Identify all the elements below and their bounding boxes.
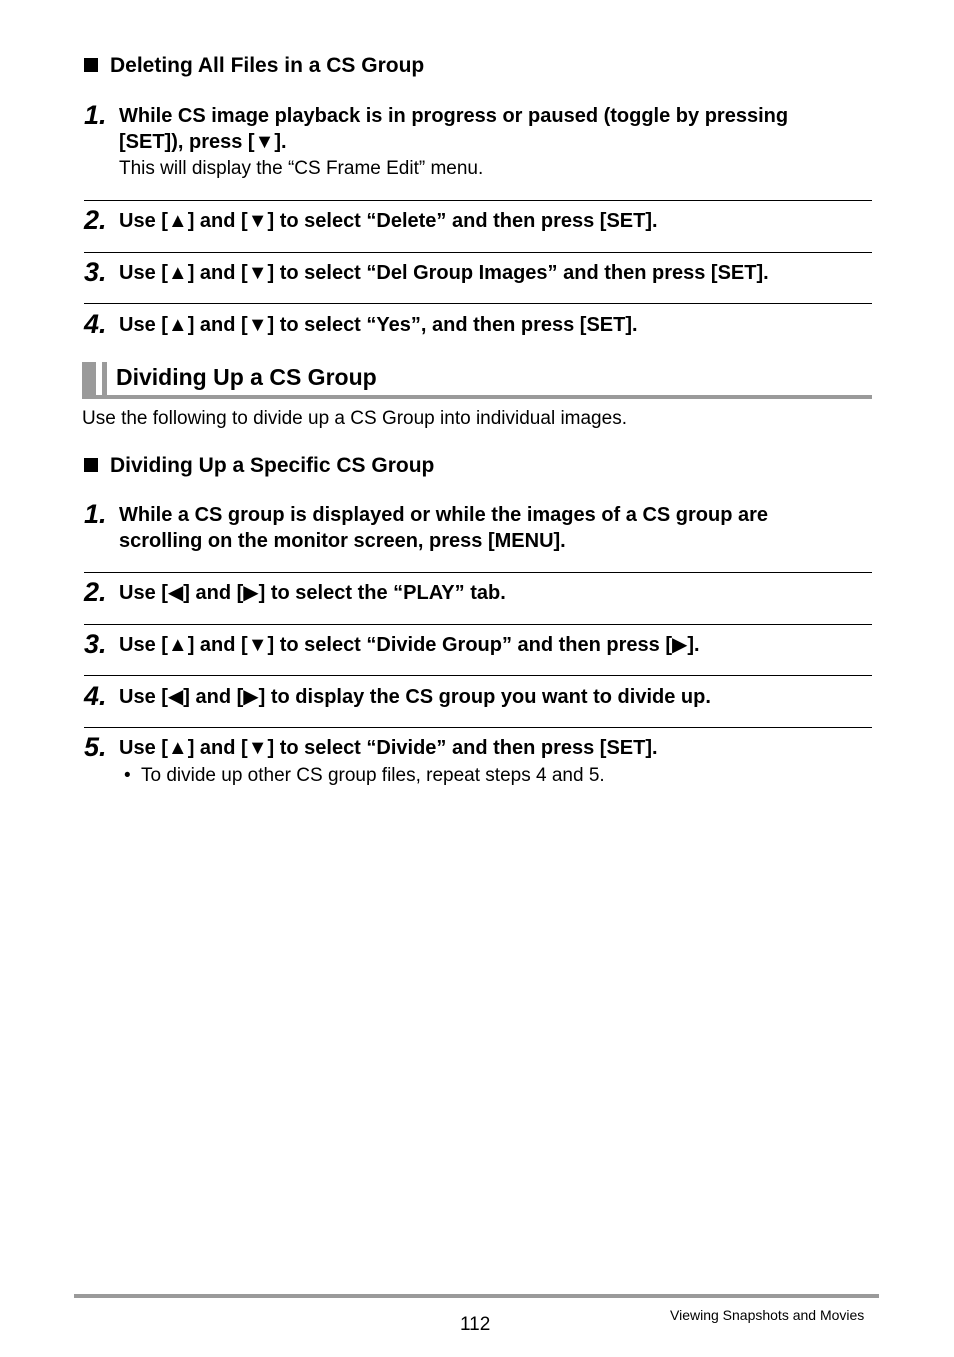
- divider: [84, 200, 872, 201]
- divider: [84, 727, 872, 728]
- section-heading: [82, 360, 872, 400]
- bullet-note: • To divide up other CS group files, repeat steps 4 and 5.: [124, 765, 605, 786]
- step-text: While CS image playback is in progress or paused (toggle by pressing [SET]), press [▼].: [119, 105, 789, 153]
- divider: [84, 572, 872, 573]
- step-number: 5.: [84, 732, 107, 762]
- square-bullet-icon: [84, 458, 98, 472]
- divider: [84, 675, 872, 676]
- bullet-dot-icon: •: [124, 765, 131, 786]
- footer-chapter: Viewing Snapshots and Movies: [670, 1307, 865, 1323]
- heading-bar-decoration: [102, 362, 107, 396]
- divider: [84, 252, 872, 253]
- step-text: While a CS group is displayed or while the images of a CS group are scrolling on the monitor screen, press [MENU].: [119, 504, 769, 552]
- step-text: Use [◀] and [▶] to select the “PLAY” tab.: [119, 582, 506, 604]
- step-note: This will display the “CS Frame Edit” menu.: [119, 158, 484, 179]
- step-number: 2.: [84, 577, 107, 607]
- heading-bar-decoration: [82, 362, 96, 396]
- subhead-deleting-all-files: Deleting All Files in a CS Group: [84, 54, 424, 78]
- step-number: 1.: [84, 100, 107, 130]
- step-number: 4.: [84, 681, 107, 711]
- step-text: Use [▲] and [▼] to select “Divide Group” and then press [▶].: [119, 634, 700, 656]
- divider: [84, 624, 872, 625]
- square-bullet-icon: [84, 58, 98, 72]
- divider: [84, 303, 872, 304]
- step-number: 2.: [84, 205, 107, 235]
- footer-rule: [74, 1294, 879, 1298]
- heading-underline: [82, 395, 872, 399]
- step-text: Use [◀] and [▶] to display the CS group you want to divide up.: [119, 686, 711, 708]
- step-text: Use [▲] and [▼] to select “Delete” and then press [SET].: [119, 210, 658, 232]
- step-number: 1.: [84, 499, 107, 529]
- intro-paragraph: Use the following to divide up a CS Group into individual images.: [82, 408, 627, 429]
- step-number: 4.: [84, 309, 107, 339]
- step-text: Use [▲] and [▼] to select “Del Group Images” and then press [SET].: [119, 262, 769, 284]
- step-text: Use [▲] and [▼] to select “Yes”, and then press [SET].: [119, 314, 638, 336]
- step-text: Use [▲] and [▼] to select “Divide” and then press [SET].: [119, 737, 658, 759]
- page-number: 112: [460, 1314, 491, 1335]
- section-title: Dividing Up a CS Group: [116, 364, 377, 390]
- step-number: 3.: [84, 257, 107, 287]
- step-number: 3.: [84, 629, 107, 659]
- subhead-dividing-specific-group: Dividing Up a Specific CS Group: [84, 454, 434, 478]
